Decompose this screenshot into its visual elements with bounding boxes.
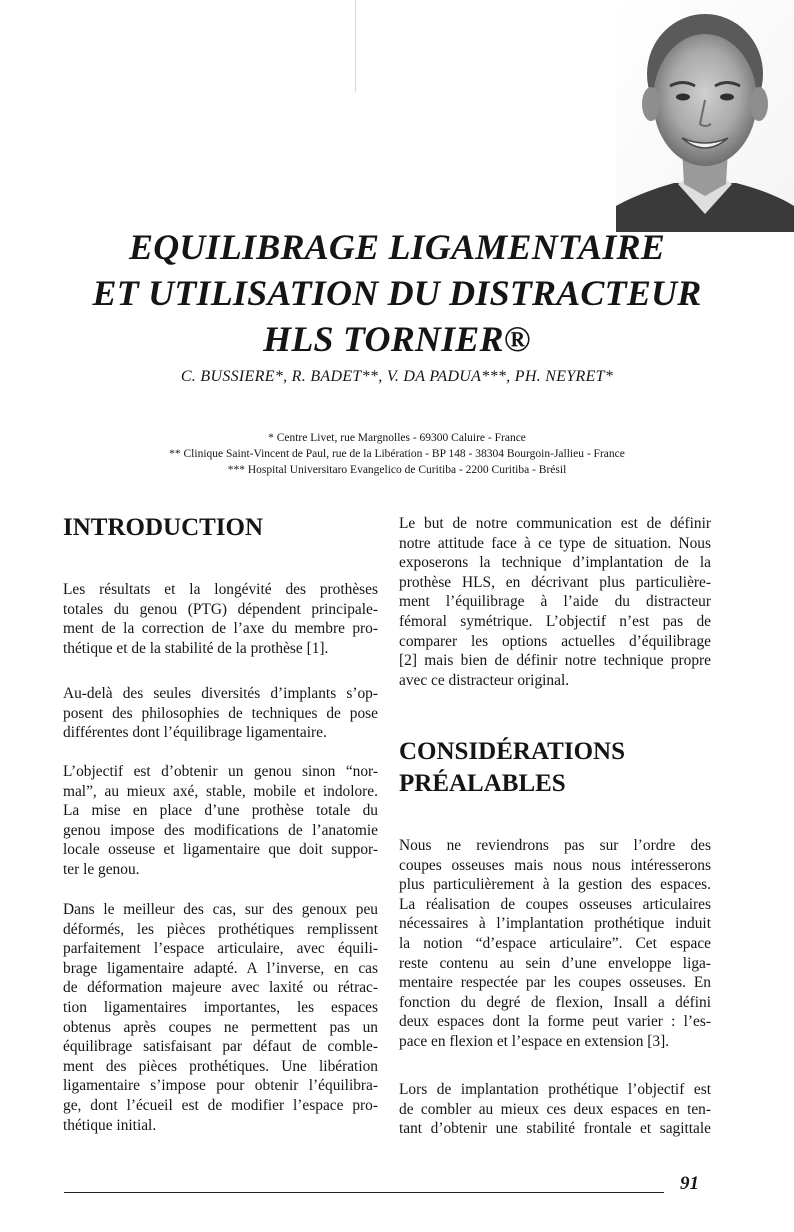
text-line: déformés, les pièces prothétiques remplissent [63, 920, 378, 938]
text-line: fonction du degré de flexion, Insall a défini [399, 993, 711, 1011]
author-portrait-photo [616, 0, 794, 232]
section-heading-introduction: INTRODUCTION [63, 514, 264, 541]
text-line: nécessaires à l’implantation prothétique induit [399, 915, 711, 933]
title-line-1: EQUILIBRAGE LIGAMENTAIRE [129, 227, 665, 267]
text-line: posent des philosophies de techniques de pose [63, 704, 378, 722]
text-line: genou impose des modifications de l’anatomie [63, 821, 378, 839]
text-line: différentes dont l’équilibrage ligamentaire. [63, 724, 327, 742]
affiliation-line: ** Clinique Saint-Vincent de Paul, rue de la Libération - BP 148 - 38304 Bourgoin-Jallieu - France [169, 448, 625, 460]
text-line: La mise en place d’une prothèse totale du [63, 802, 378, 820]
text-line: comparer les options actuelles d’équilibrage [399, 632, 711, 650]
section-heading-considerations [399, 736, 625, 800]
text-line: tant d’obtenir une stabilité frontale et sagittale [399, 1120, 711, 1138]
text-line: thétique et de la stabilité de la prothèse [1]. [63, 639, 329, 657]
text-line: de déformation majeure avec laxité ou rétrac- [63, 979, 378, 997]
heading-line: PRÉALABLES [399, 770, 566, 797]
text-line: reste contenu au sein d’une enveloppe liga- [399, 954, 711, 972]
author-list: C. BUSSIERE*, R. BADET**, V. DA PADUA***, PH. NEYRET* [180, 368, 614, 385]
text-line: obtenus après coupes ne permettent pas un [63, 1018, 378, 1036]
paragraph [63, 580, 378, 658]
text-line: ligamentaire s’impose pour obtenir l’équilibra- [63, 1077, 378, 1095]
text-line: Nous ne reviendrons pas sur l’ordre des [399, 837, 711, 854]
text-line: deux espaces dont la forme peut varier : l’es- [399, 1013, 711, 1031]
paragraph [399, 514, 711, 690]
text-line: locale osseuse et ligamentaire que doit suppor- [63, 841, 378, 859]
text-line: mentaire respectée par les coupes osseuses. En [399, 974, 711, 992]
text-line: ment des pièces prothétiques. Une libération [63, 1057, 378, 1075]
paragraph [399, 1080, 711, 1139]
text-line: parfaitement l’espace articulaire, avec équili- [63, 940, 378, 958]
text-line: notre attitude face à ce type de situation. Nous [399, 534, 711, 552]
portrait-icon [616, 0, 794, 232]
text-line: plus particulièrement à la gestion des espaces. [399, 876, 711, 894]
text-line: de combler au mieux ces deux espaces en ten- [399, 1100, 711, 1118]
text-line: Lors de implantation prothétique l’objectif est [399, 1081, 711, 1098]
scan-artifact-line [355, 0, 356, 92]
footer-rule [64, 1192, 664, 1193]
affiliation-line: * Centre Livet, rue Margnolles - 69300 Caluire - France [268, 432, 526, 444]
text-line: tion ligamentaires importantes, les espaces [63, 998, 378, 1016]
article-title [0, 224, 794, 362]
text-line: ter le genou. [63, 860, 140, 878]
text-line: [2] mais bien de définir notre technique propre [399, 652, 711, 670]
text-line: L’objectif est d’obtenir un genou sinon “nor- [63, 763, 378, 780]
text-line: équilibrage satisfaisant par défaut de comble- [63, 1038, 378, 1056]
text-line: avec ce distracteur original. [399, 671, 570, 689]
paragraph [399, 836, 711, 1052]
text-line: exposerons la technique d’implantation de la [399, 554, 711, 572]
paragraph [63, 762, 378, 880]
text-line: Le but de notre communication est de définir [399, 515, 711, 532]
text-line: brage ligamentaire adapté. A l’inverse, en cas [63, 959, 378, 977]
affiliation-line: *** Hospital Universitaro Evangelico de Curitiba - 2200 Curitiba - Brésil [227, 464, 567, 476]
paragraph [63, 900, 378, 1135]
page-number: 91 [680, 1173, 699, 1194]
paragraph [63, 684, 378, 743]
text-line: mal”, au mieux axé, stable, mobile et indolore. [63, 782, 378, 800]
heading-line: CONSIDÉRATIONS [399, 738, 625, 765]
text-line: Au-delà des seules diversités d’implants s’op- [63, 685, 378, 702]
title-line-3: HLS TORNIER® [263, 319, 531, 359]
text-line: pace en flexion et l’espace en extension [3]. [399, 1032, 670, 1050]
text-line: ge, dont l’écueil est de modifier l’espace pro- [63, 1096, 378, 1114]
text-line: ment de la correction de l’axe du membre pro- [63, 620, 378, 638]
text-line: la notion “d’espace articulaire”. Cet espace [399, 934, 711, 952]
text-line: Les résultats et la longévité des prothèses [63, 581, 378, 598]
text-line: ment l’équilibrage à l’aide du distracteur [399, 593, 711, 611]
text-line: totales du genou (PTG) dépendent principale- [63, 600, 378, 618]
text-line: prothèse HLS, en décrivant plus particulière- [399, 573, 711, 591]
affiliation-block [0, 430, 794, 478]
text-line: Dans le meilleur des cas, sur des genoux peu [63, 901, 378, 918]
title-line-2: ET UTILISATION DU DISTRACTEUR [92, 273, 702, 313]
text-line: coupes osseuses mais nous nous intéresserons [399, 856, 711, 874]
text-line: La réalisation de coupes osseuses articulaires [399, 895, 711, 913]
text-line: thétique initial. [63, 1116, 157, 1134]
text-line: fémoral symétrique. L’objectif n’est pas de [399, 612, 711, 630]
